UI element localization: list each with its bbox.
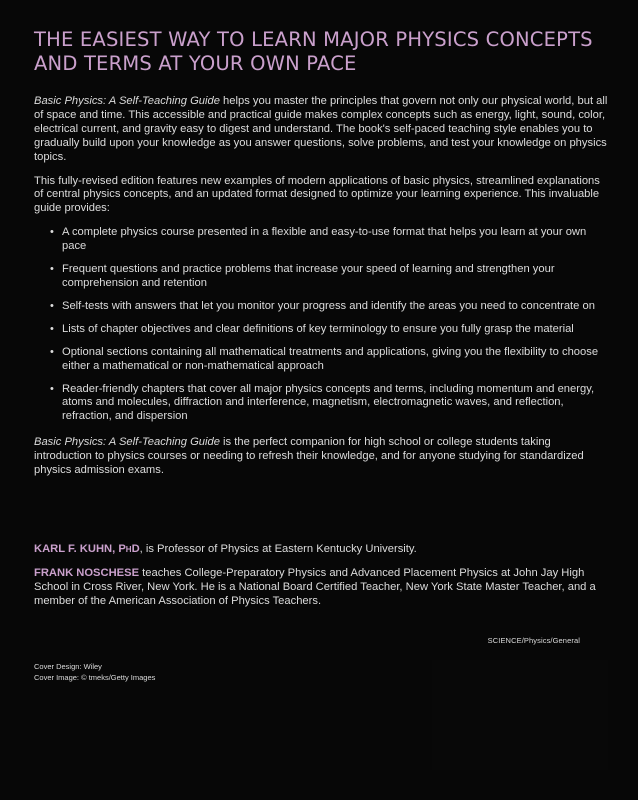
cover-design-credit: Cover Design: Wiley bbox=[34, 662, 102, 671]
list-item bbox=[50, 346, 608, 374]
list-item bbox=[50, 383, 608, 425]
bullet-icon: • bbox=[50, 382, 54, 395]
author-credential: PhD bbox=[118, 543, 140, 555]
author-bio bbox=[34, 543, 608, 557]
subject-category: SCIENCE/Physics/General bbox=[487, 636, 580, 645]
intro-text: helps you master the principles that govern not only our physical world, but all of space and time. This accessible and practical guide makes complex concepts such as energy, light, sound, color, electrical current, and gravity easy to digest and understand. The book's self-paced teaching style enables you to gradually build upon your knowledge as you answer questions, solve problems, and test your knowledge on physics topics. bbox=[34, 95, 608, 163]
bullet-icon: • bbox=[50, 263, 54, 276]
bullet-icon: • bbox=[50, 322, 54, 335]
list-item bbox=[50, 263, 608, 291]
cover-image-credit: Cover Image: © tmeks/Getty Images bbox=[34, 673, 156, 682]
author-bio-text: , is Professor of Physics at Eastern Kentucky University. bbox=[139, 543, 417, 555]
closing-text: is the perfect companion for high school or college students taking introduction to physics courses or needing to refresh their knowledge, and for anyone studying for standardized physics admission exams. bbox=[34, 436, 584, 477]
list-item bbox=[50, 323, 608, 337]
author-name: KARL F. KUHN, bbox=[34, 543, 119, 555]
edition-paragraph: This fully-revised edition features new examples of modern applications of basic physics, streamlined explanations of central physics concepts, and an updated format designed to optimize your learning experience. This invaluable guide provides: bbox=[34, 174, 600, 215]
feature-text: Lists of chapter objectives and clear definitions of key terminology to ensure you fully grasp the material bbox=[62, 322, 574, 335]
feature-list bbox=[34, 226, 608, 424]
bullet-icon: • bbox=[50, 299, 54, 312]
bullet-icon: • bbox=[50, 345, 54, 358]
author-bio bbox=[34, 567, 608, 609]
feature-text: Optional sections containing all mathematical treatments and applications, giving you the flexibility to choose either a mathematical or non-mathematical approach bbox=[62, 345, 599, 372]
feature-text: A complete physics course presented in a flexible and easy-to-use format that helps you learn at your own pace bbox=[62, 226, 587, 253]
headline-line-2: AND TERMS AT YOUR OWN PACE bbox=[34, 52, 357, 75]
list-item bbox=[50, 300, 608, 314]
feature-text: Self-tests with answers that let you monitor your progress and identify the areas you need to concentrate on bbox=[62, 299, 595, 312]
barcode-area bbox=[432, 660, 608, 770]
author-bio-text: teaches College-Preparatory Physics and Advanced Placement Physics at John Jay High School in Cross River, New York. He is a National Board Certified Teacher, New York State Master Teacher, and a member of the American Association of Physics Teachers. bbox=[34, 566, 596, 607]
headline-line-1: THE EASIEST WAY TO LEARN MAJOR PHYSICS CONCEPTS bbox=[34, 28, 593, 51]
book-title: Basic Physics: A Self-Teaching Guide bbox=[34, 436, 220, 449]
headline bbox=[34, 28, 614, 76]
author-name: FRANK NOSCHESE bbox=[34, 566, 140, 579]
closing-paragraph bbox=[34, 436, 608, 478]
author-bios bbox=[34, 543, 608, 619]
list-item bbox=[50, 226, 608, 254]
cover-credits bbox=[34, 661, 155, 683]
bullet-icon: • bbox=[50, 226, 54, 239]
description bbox=[34, 95, 608, 488]
intro-paragraph bbox=[34, 95, 608, 165]
book-title: Basic Physics: A Self-Teaching Guide bbox=[34, 95, 220, 107]
feature-text: Frequent questions and practice problems that increase your speed of learning and strengthen your comprehension and retention bbox=[62, 263, 555, 289]
feature-text: Reader-friendly chapters that cover all major physics concepts and terms, including momentum and energy, atoms and molecules, diffraction and interference, magnetism, electromagnetic waves, and reflection, refraction, and dispersion bbox=[62, 382, 595, 423]
